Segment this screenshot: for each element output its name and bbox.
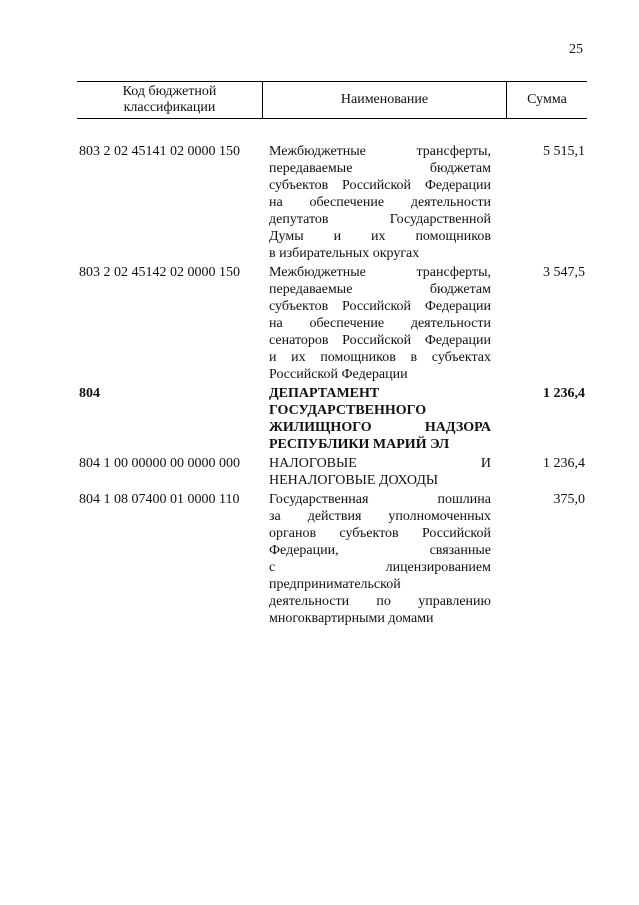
name-line: сенаторов Российской Федерации — [269, 333, 491, 348]
name-line: в избирательных округах — [269, 246, 420, 261]
name-line: Межбюджетные трансферты, — [269, 265, 491, 280]
page-number: 25 — [569, 42, 583, 57]
name-line: на обеспечение деятельности — [269, 195, 491, 210]
name-line: ГОСУДАРСТВЕННОГО — [269, 403, 427, 418]
header-name: Наименование — [263, 82, 507, 118]
name-line: Межбюджетные трансферты, — [269, 144, 491, 159]
row-code: 803 2 02 45142 02 0000 150 — [79, 265, 240, 280]
row-name — [267, 143, 491, 262]
table-row — [77, 264, 587, 383]
row-name — [267, 264, 491, 383]
row-name — [267, 491, 491, 627]
row-code: 803 2 02 45141 02 0000 150 — [79, 144, 240, 159]
row-code: 804 — [79, 386, 100, 401]
header-code: Код бюджетной классификации — [77, 82, 263, 118]
table-row — [77, 491, 587, 627]
name-line: деятельности по управлению — [269, 594, 491, 609]
name-line: депутатов Государственной — [269, 212, 491, 227]
name-line: многоквартирными домами — [269, 611, 434, 626]
name-line: субъектов Российской Федерации — [269, 299, 491, 314]
name-line: РЕСПУБЛИКИ МАРИЙ ЭЛ — [269, 437, 450, 452]
name-line: Государственная пошлина — [269, 492, 491, 507]
table-header — [77, 81, 587, 119]
name-line: органов субъектов Российской — [269, 526, 491, 541]
row-code: 804 1 08 07400 01 0000 110 — [79, 492, 240, 507]
name-line: на обеспечение деятельности — [269, 316, 491, 331]
name-line: передаваемые бюджетам — [269, 161, 491, 176]
name-line: с лицензированием — [269, 560, 491, 575]
row-sum: 1 236,4 — [543, 456, 585, 471]
name-line: за действия уполномоченных — [269, 509, 491, 524]
name-line: Федерации, связанные — [269, 543, 491, 558]
name-line: Думы и их помощников — [269, 229, 491, 244]
name-line: и их помощников в субъектах — [269, 350, 491, 365]
name-line: НЕНАЛОГОВЫЕ ДОХОДЫ — [269, 473, 439, 488]
table-row — [77, 143, 587, 262]
row-sum: 1 236,4 — [543, 386, 585, 401]
name-line: НАЛОГОВЫЕ И — [269, 456, 491, 471]
row-code: 804 1 00 00000 00 0000 000 — [79, 456, 240, 471]
row-sum: 375,0 — [553, 492, 585, 507]
table-body — [77, 143, 587, 629]
row-sum: 5 515,1 — [543, 144, 585, 159]
row-name — [267, 455, 491, 489]
table-row-department — [77, 385, 587, 453]
row-sum: 3 547,5 — [543, 265, 585, 280]
name-line: ДЕПАРТАМЕНТ — [269, 386, 380, 401]
name-line: предпринимательской — [269, 577, 401, 592]
name-line: субъектов Российской Федерации — [269, 178, 491, 193]
table-row — [77, 455, 587, 489]
name-line: Российской Федерации — [269, 367, 408, 382]
row-name — [267, 385, 491, 453]
header-sum: Сумма — [527, 92, 567, 107]
name-line: ЖИЛИЩНОГО НАДЗОРА — [269, 420, 491, 435]
name-line: передаваемые бюджетам — [269, 282, 491, 297]
